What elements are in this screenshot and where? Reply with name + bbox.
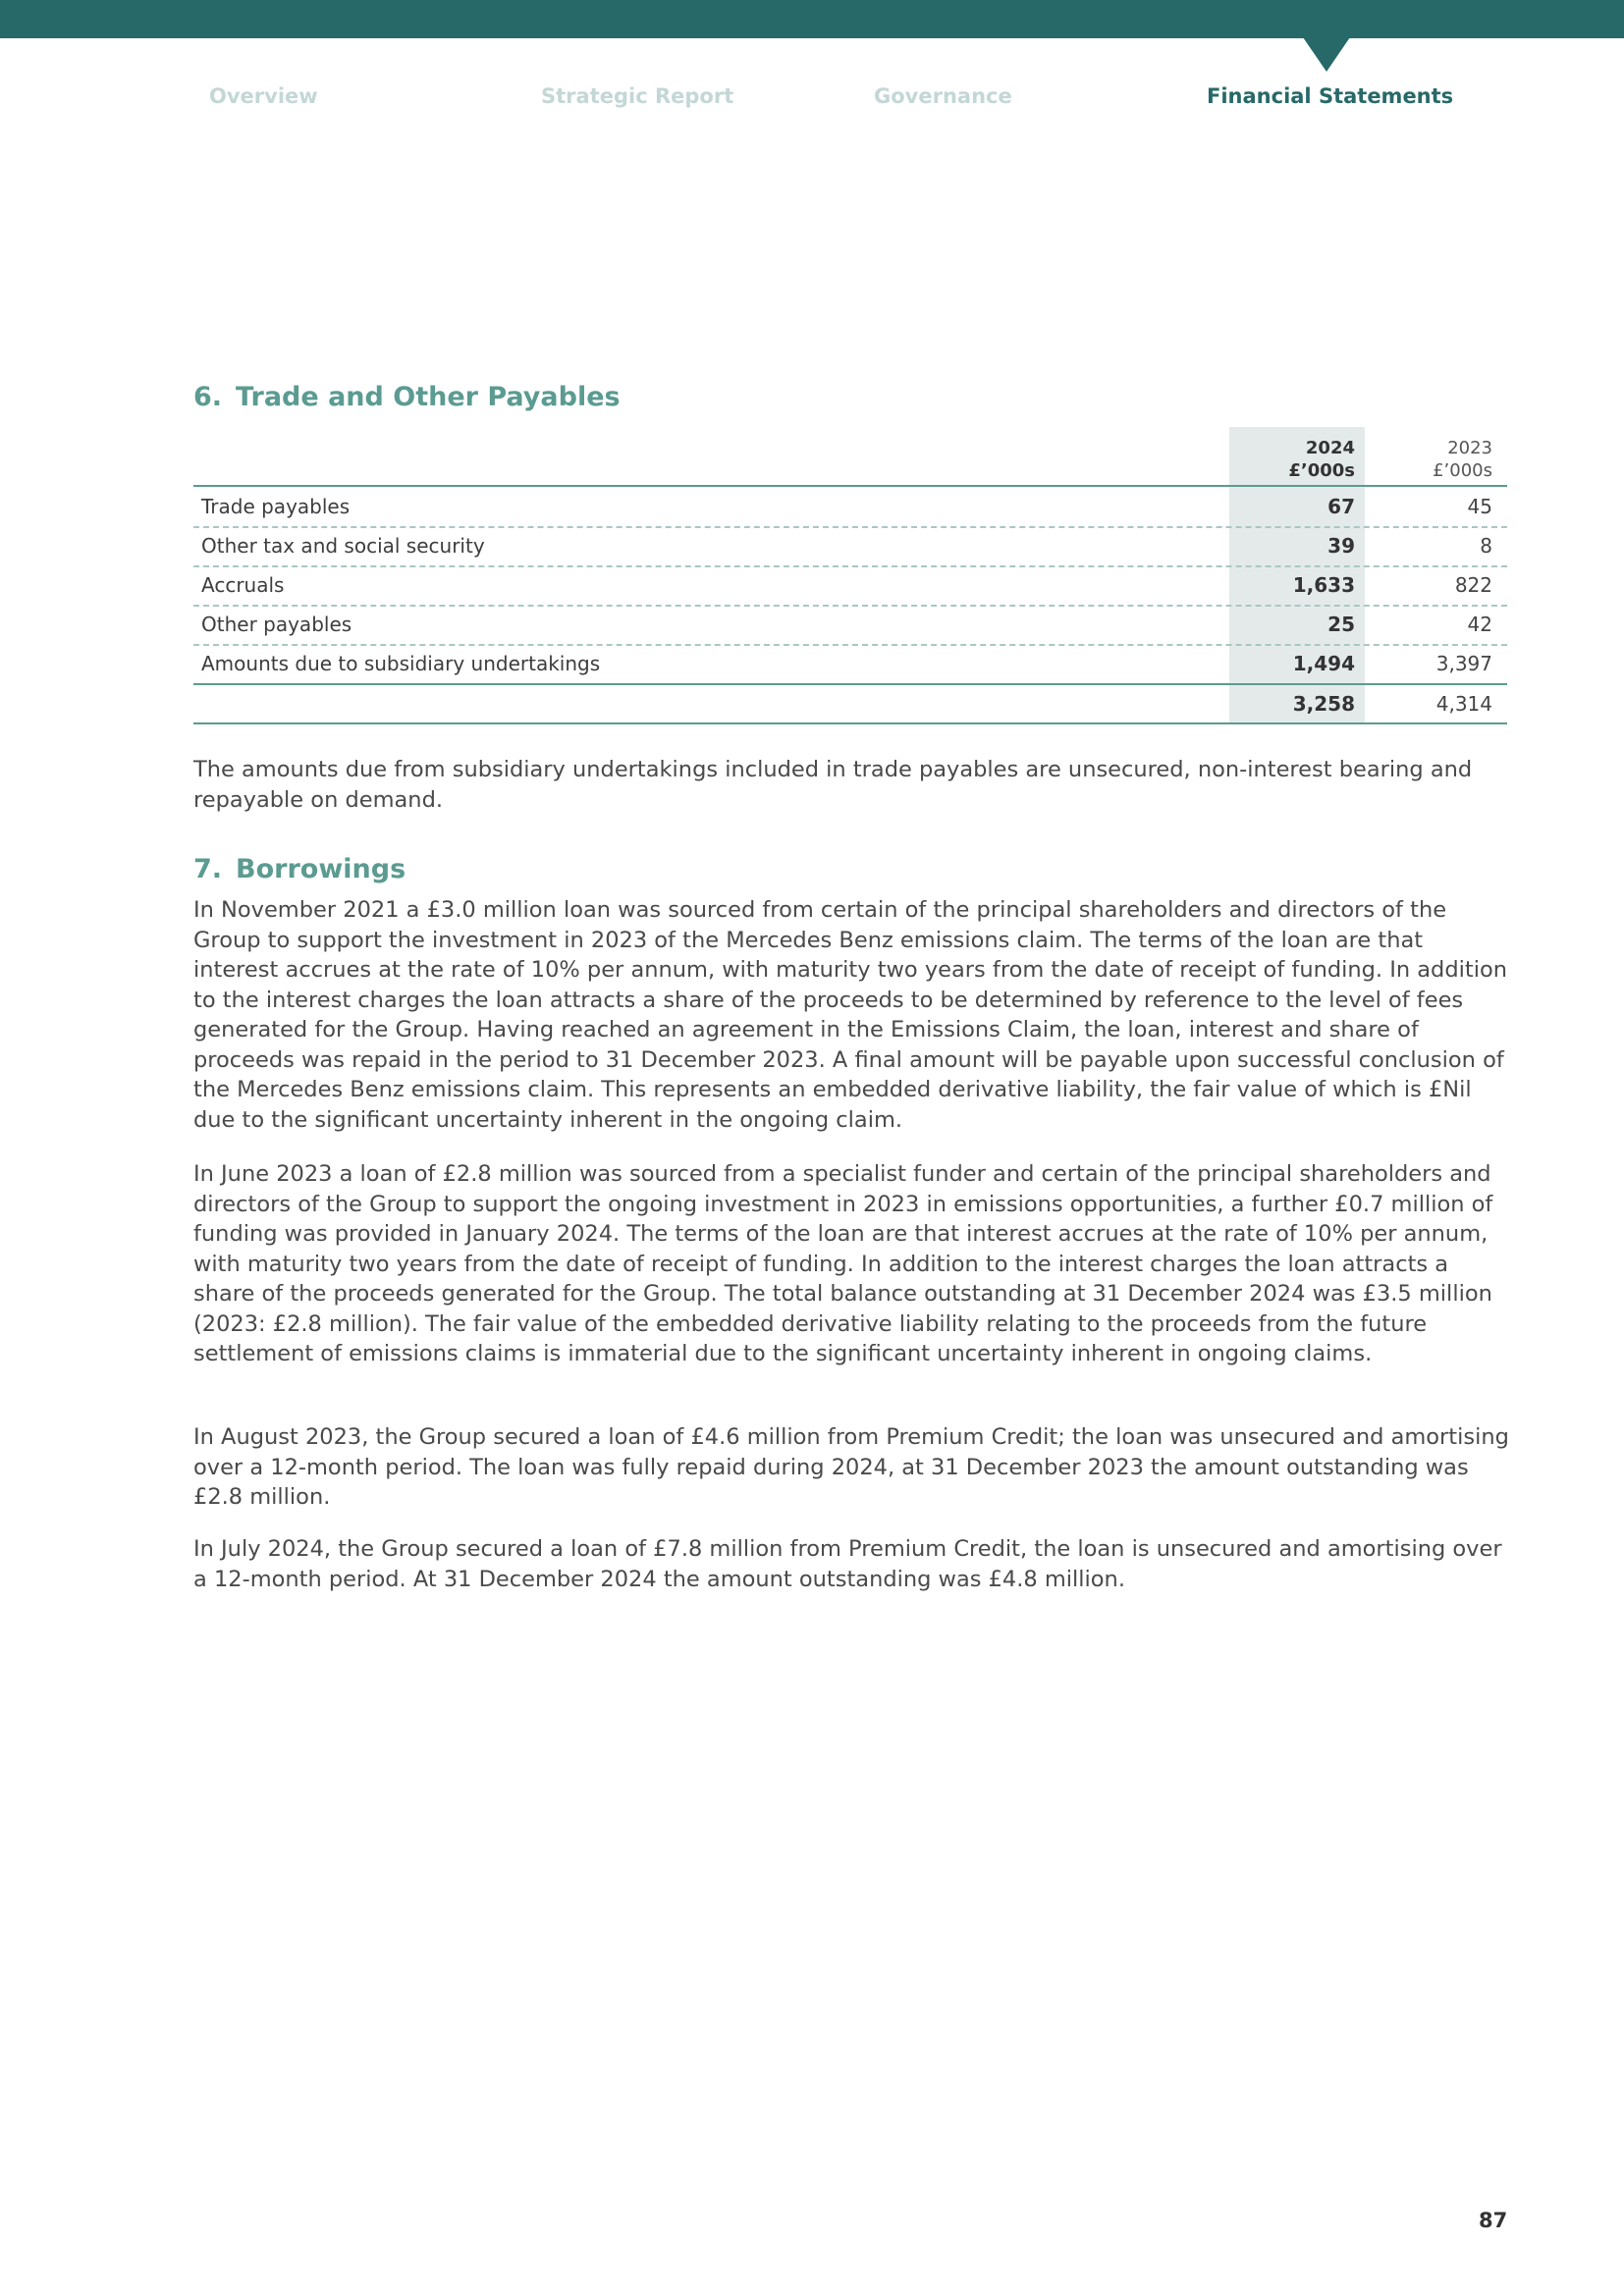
total-rule — [193, 722, 1507, 724]
page-number: 87 — [1479, 2209, 1508, 2232]
row-value-2024: 67 — [1327, 495, 1355, 518]
active-section-marker — [1303, 37, 1350, 72]
table-row-other-payables — [193, 605, 1507, 646]
total-value-2023: 4,314 — [1435, 692, 1492, 716]
header-2023 — [1433, 437, 1492, 482]
row-label: Trade payables — [201, 495, 351, 518]
row-label: Accruals — [201, 573, 285, 597]
row-value-2024: 25 — [1327, 613, 1355, 636]
table-row-accruals — [193, 565, 1507, 607]
nav-strategic-report[interactable]: Strategic Report — [541, 84, 734, 108]
section-6-heading — [193, 382, 621, 412]
section-6-number: 6. — [193, 382, 223, 412]
header-2024 — [1288, 437, 1355, 482]
payables-note: The amounts due from subsidiary undertakings included in trade payables are unsecured, non-interest bearing and repayable on demand. — [193, 757, 1473, 813]
top-banner — [0, 0, 1624, 38]
row-value-2024: 1,494 — [1292, 652, 1355, 675]
row-value-2023: 822 — [1454, 573, 1492, 597]
section-7-number: 7. — [193, 854, 223, 884]
row-value-2024: 1,633 — [1292, 573, 1355, 597]
table-row-subsidiary-amounts — [193, 644, 1507, 683]
section-7-heading — [193, 854, 406, 884]
nav-governance[interactable]: Governance — [874, 84, 1012, 108]
row-label: Amounts due to subsidiary undertakings — [201, 652, 601, 675]
row-value-2023: 42 — [1467, 613, 1492, 636]
row-label: Other tax and social security — [201, 534, 485, 558]
borrowings-paragraph-2: In June 2023 a loan of £2.8 million was sourced from a specialist funder and certain of the principal shareholders and directors of the Group to support the ongoing investment in 2023 in emissions opportunities, a further £0.7 million of funding was provided in January 2024. The terms of the loan are that interest accrues at the rate of 10% per annum, with maturity two years from the date of receipt of funding. In addition to the interest charges the loan attracts a share of the proceeds generated for the Group. The total balance outstanding at 31 December 2024 was £3.5 million (2023: £2.8 million). The fair value of the embedded derivative liability relating to the proceeds from the future settlement of emissions claims is immaterial due to the significant uncertainty inherent in ongoing claims. — [193, 1161, 1493, 1366]
table-row-total — [193, 684, 1507, 723]
header-2024-unit: £’000s — [1288, 460, 1355, 481]
table-header — [193, 427, 1507, 486]
header-2024-year: 2024 — [1305, 438, 1355, 458]
nav-financial-statements[interactable]: Financial Statements — [1207, 84, 1454, 108]
row-label: Other payables — [201, 613, 352, 636]
row-value-2023: 3,397 — [1435, 652, 1492, 675]
table-row-trade-payables — [193, 487, 1507, 528]
header-2023-unit: £’000s — [1433, 460, 1492, 481]
borrowings-paragraph-4: In July 2024, the Group secured a loan of £7.8 million from Premium Credit, the loan is unsecured and amortising over a 12-month period. At 31 December 2024 the amount outstanding was £4.8 million. — [193, 1536, 1502, 1592]
header-2023-year: 2023 — [1447, 438, 1492, 458]
nav-overview[interactable]: Overview — [209, 84, 318, 108]
borrowings-paragraph-3: In August 2023, the Group secured a loan of £4.6 million from Premium Credit; the loan was unsecured and amortising over a 12-month period. The loan was fully repaid during 2024, at 31 December 2023 the amount outstanding was £2.8 million. — [193, 1424, 1509, 1510]
section-6-title: Trade and Other Payables — [236, 382, 621, 412]
row-value-2023: 45 — [1467, 495, 1492, 518]
row-value-2024: 39 — [1327, 534, 1355, 558]
row-value-2023: 8 — [1480, 534, 1492, 558]
section-7-title: Borrowings — [236, 854, 406, 884]
table-row-other-tax — [193, 526, 1507, 567]
total-value-2024: 3,258 — [1292, 692, 1355, 716]
borrowings-paragraph-1: In November 2021 a £3.0 million loan was sourced from certain of the principal shareholders and directors of the Group to support the investment in 2023 of the Mercedes Benz emissions claim. The terms of the loan are that interest accrues at the rate of 10% per annum, with maturity two years from the date of receipt of funding. In addition to the interest charges the loan attracts a share of the proceeds to be determined by reference to the level of fees generated for the Group. Having reached an agreement in the Emissions Claim, the loan, interest and share of proceeds was repaid in the period to 31 December 2023. A final amount will be payable upon successful conclusion of the Mercedes Benz emissions claim. This represents an embedded derivative liability, the fair value of which is £Nil due to the significant uncertainty inherent in the ongoing claim. — [193, 897, 1507, 1133]
